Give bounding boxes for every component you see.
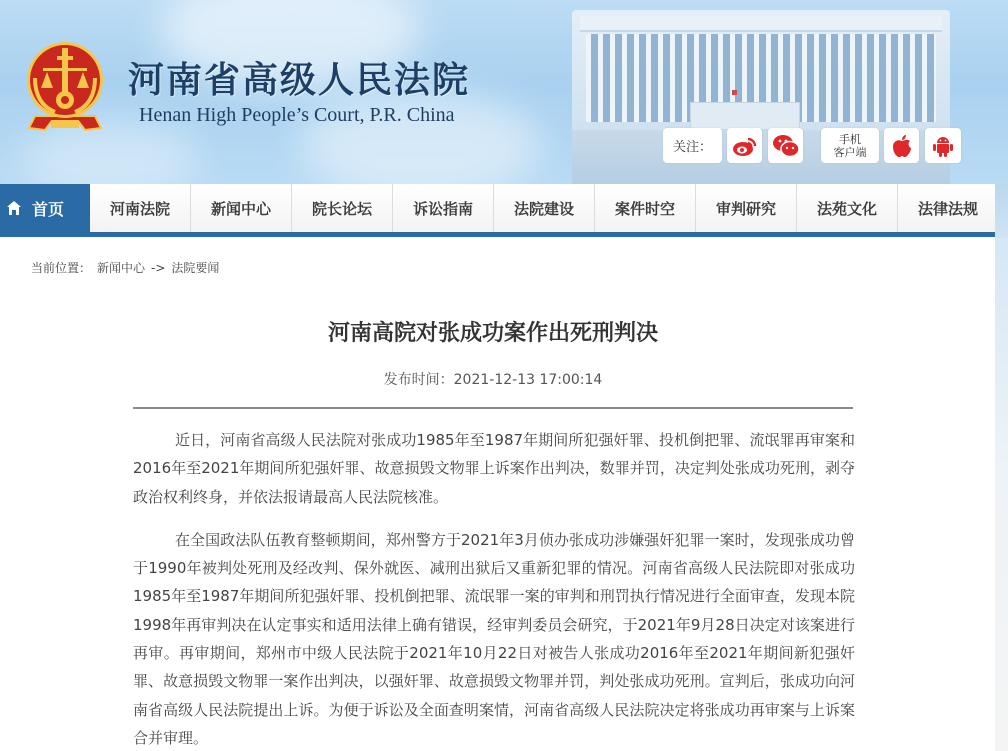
building-roof xyxy=(580,16,942,32)
home-icon xyxy=(6,200,22,216)
article-body xyxy=(133,426,855,751)
nav-item-henan-court[interactable]: 河南法院 xyxy=(90,184,191,232)
site-title-cn: 河南省高级人民法院 xyxy=(128,59,471,101)
mobile-client-label-line2: 客户端 xyxy=(833,145,867,159)
article-paragraph: 近日，河南省高级人民法院对张成功1985年至1987年期间所犯强奸罪、投机倒把罪、流氓罪再审案和2016年至2021年期间所犯强奸罪、故意损毁文物罪上诉案作出判决，数罪并罚，决定判处张成功死刑，剥夺政治权利终身，并依法报请最高人民法院核准。 xyxy=(133,431,855,506)
nav-item-case-timespace[interactable]: 案件时空 xyxy=(595,184,696,232)
follow-label: 关注： xyxy=(672,140,712,155)
article-title: 河南高院对张成功案作出死刑判决 xyxy=(327,321,658,346)
publish-time-value: 2021-12-13 17:00:14 xyxy=(453,372,603,388)
nav-item-president-forum[interactable]: 院长论坛 xyxy=(292,184,393,232)
main-nav xyxy=(0,184,995,237)
android-app-button[interactable] xyxy=(925,128,961,163)
nav-item-laws-regulations[interactable]: 法律法规 xyxy=(898,184,999,232)
title-divider xyxy=(133,407,853,409)
breadcrumb-link-court-news[interactable]: 法院要闻 xyxy=(171,261,220,275)
wechat-button[interactable] xyxy=(768,128,803,163)
nav-item-news-center[interactable]: 新闻中心 xyxy=(191,184,292,232)
breadcrumb-prefix: 当前位置： xyxy=(31,261,92,275)
wechat-icon xyxy=(772,134,800,158)
nav-item-home[interactable] xyxy=(0,184,90,232)
breadcrumb-link-news-center[interactable]: 新闻中心 xyxy=(97,261,146,275)
nav-item-trial-research[interactable]: 审判研究 xyxy=(696,184,797,232)
weibo-button[interactable] xyxy=(727,128,762,163)
flag-icon xyxy=(732,90,737,95)
article-paragraph: 在全国政法队伍教育整顿期间，郑州警方于2021年3月侦办张成功涉嫌强奸犯罪一案时，发现张成功曾于1990年被判处死刑及经改判、保外就医、减刑出狱后又重新犯罪的情况。河南省高级人民法院即对张成功1985年至1987年期间所犯强奸罪、投机倒把罪、流氓罪一案的审判和刑罚执行情况进行全面审查，发现本院1998年再审判决在认定事实和适用法律上确有错误，经审判委员会研究，于2021年9月28日决定对该案进行再审。再审期间，郑州市中级人民法院于2021年10月22日对被告人张成功2016年至2021年期间新犯强奸罪、故意损毁文物罪一案作出判决，以强奸罪、故意损毁文物罪并罚，判处张成功死刑。宣判后，张成功向河南省高级人民法院提出上诉。为便于诉讼及全面查明案情，河南省高级人民法院决定将张成功再审案与上诉案合并审理。 xyxy=(133,530,855,747)
breadcrumb xyxy=(31,259,219,276)
nav-tabs xyxy=(90,184,999,232)
apple-app-button[interactable] xyxy=(884,128,919,163)
mobile-client-label-line1: 手机 xyxy=(839,132,861,146)
mobile-client-label xyxy=(834,133,867,159)
nav-right-cap xyxy=(995,184,1008,237)
building-entrance xyxy=(690,102,800,130)
publish-time xyxy=(0,369,986,389)
apple-icon xyxy=(891,134,913,158)
nav-home-label: 首页 xyxy=(32,199,65,219)
breadcrumb-separator: -> xyxy=(151,260,166,275)
nav-item-court-construction[interactable]: 法院建设 xyxy=(494,184,595,232)
site-header xyxy=(0,0,1008,184)
page-right-strip xyxy=(995,237,1008,751)
publish-time-label: 发布时间： xyxy=(383,372,454,388)
nav-item-court-culture[interactable]: 法苑文化 xyxy=(797,184,898,232)
follow-label-tile xyxy=(663,128,722,163)
nav-item-litigation-guide[interactable]: 诉讼指南 xyxy=(393,184,494,232)
android-icon xyxy=(932,134,954,158)
mobile-client-tile xyxy=(821,128,879,163)
court-emblem-icon[interactable] xyxy=(21,38,109,136)
site-title-en: Henan High People’s Court, P.R. China xyxy=(139,104,455,126)
weibo-icon xyxy=(732,135,758,157)
